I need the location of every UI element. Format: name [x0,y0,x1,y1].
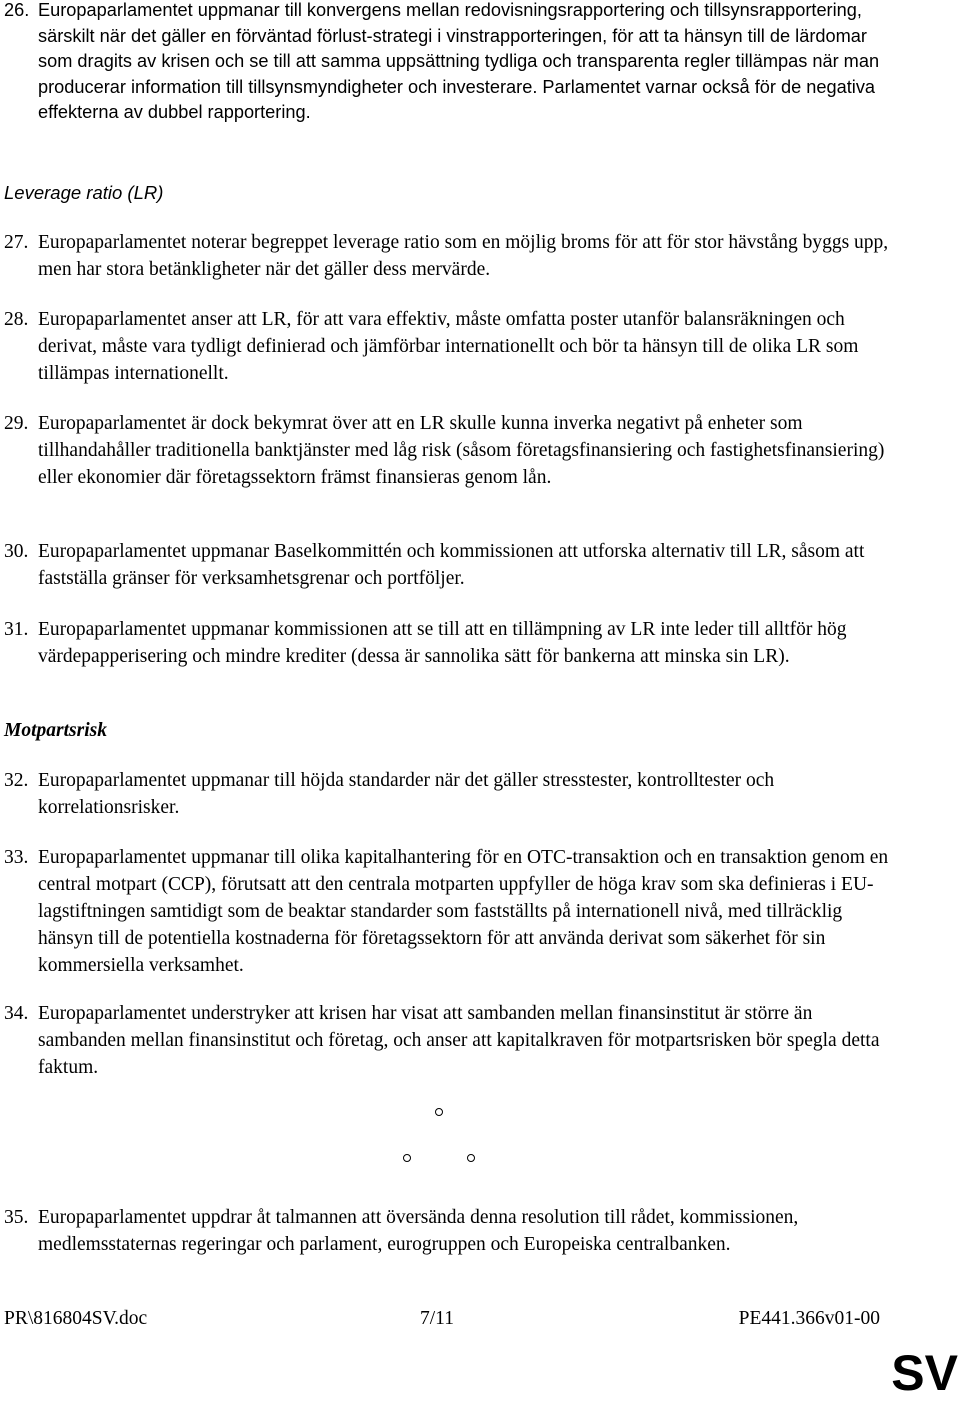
paragraph-31 [4,616,896,670]
footer-page-number: 7/11 [420,1308,454,1329]
paragraph-text: Europaparlamentet uppmanar till höjda standarder när det gäller stresstester, kontrolltester och korrelationsrisker. [38,770,775,818]
page-footer [4,1306,880,1332]
paragraph-text: Europaparlamentet uppmanar till konvergens mellan redovisningsrapportering och tillsynsrapportering, särskilt när det gäller en förväntad förlust-strategi i vinstrapporteringen, för att ta hänsyn till de lärdomar som dragits av krisen och se till att samma uppsättning tydliga och transparenta regler tillämpas när man producerar information till tillsynsmyndigheter och investerare. Parlamentet varnar också för de negativa effekterna av dubbel rapportering. [38,0,880,123]
paragraph-text: Europaparlamentet är dock bekymrat över att en LR skulle kunna inverka negativt på enheter som tillhandahåller traditionella banktjänster med låg risk (såsom företagsfinansiering och fastighetsfinansiering) eller ekonomier där företagssektorn främst finansieras genom lån. [38,413,885,488]
paragraph-text: Europaparlamentet uppmanar kommissionen att se till att en tillämpning av LR inte leder till alltför hög värdepapperisering och mindre krediter (dessa är sannolika sätt för bankerna att minska sin LR). [38,619,847,667]
paragraph-29 [4,410,896,491]
language-badge: SV [891,1345,958,1401]
section-heading-motpartsrisk: Motpartsrisk [4,720,107,741]
paragraph-number: 35. [4,1207,29,1228]
footer-document-name: PR\816804SV.doc [4,1308,148,1329]
paragraph-number: 31. [4,619,29,640]
paragraph-number: 29. [4,413,29,434]
paragraph-34 [4,1000,896,1081]
paragraph-number: 32. [4,770,29,791]
paragraph-text: Europaparlamentet uppdrar åt talmannen att översända denna resolution till rådet, kommissionen, medlemsstaternas regeringar och parlament, eurogruppen och Europeiska centralbanken. [38,1207,799,1255]
paragraph-35 [4,1204,896,1258]
paragraph-text: Europaparlamentet noterar begreppet leverage ratio som en möjlig broms för att för stor hävstång byggs upp, men har stora betänkligheter när det gäller dess mervärde. [38,232,889,280]
paragraph-26 [4,0,896,126]
paragraph-number: 30. [4,541,29,562]
paragraph-text: Europaparlamentet anser att LR, för att vara effektiv, måste omfatta poster utanför balansräkningen och derivat, måste vara tydligt definierad och jämförbar internationellt och bör ta hänsyn till de olika LR som tillämpas internationellt. [38,309,859,384]
circle-icon [435,1108,443,1116]
paragraph-32 [4,767,896,821]
paragraph-number: 26. [4,0,30,20]
paragraph-text: Europaparlamentet understryker att krisen har visat att sambanden mellan finansinstitut är större än sambanden mellan finansinstitut och företag, och anser att kapitalkraven för motpartsrisken bör spegla detta faktum. [38,1003,880,1078]
paragraph-text: Europaparlamentet uppmanar Baselkommittén och kommissionen att utforska alternativ till LR, såsom att fastställa gränser för verksamhetsgrenar och portföljer. [38,541,865,589]
circle-icon [467,1154,475,1162]
paragraph-number: 27. [4,232,29,253]
footer-reference: PE441.366v01-00 [738,1308,880,1329]
paragraph-text: Europaparlamentet uppmanar till olika kapitalhantering för en OTC-transaktion och en transaktion genom en central motpart (CCP), förutsatt att den centrala motparten uppfyller de höga krav som ska definieras i EU-lagstiftningen samtidigt som de beaktar standarder som fastställts på internationell nivå, med tillräcklig hänsyn till de potentiella kostnaderna för företagssektorn för att använda derivat som säkerhet för sin kommersiella verksamhet. [38,847,889,976]
circle-icon [403,1154,411,1162]
paragraph-33 [4,844,896,979]
paragraph-number: 33. [4,847,29,868]
section-separator-circles [380,1098,500,1168]
paragraph-number: 28. [4,309,29,330]
paragraph-27 [4,229,896,283]
paragraph-28 [4,306,896,387]
paragraph-number: 34. [4,1003,29,1024]
section-heading-leverage-ratio: Leverage ratio (LR) [4,182,164,203]
paragraph-30 [4,538,896,592]
